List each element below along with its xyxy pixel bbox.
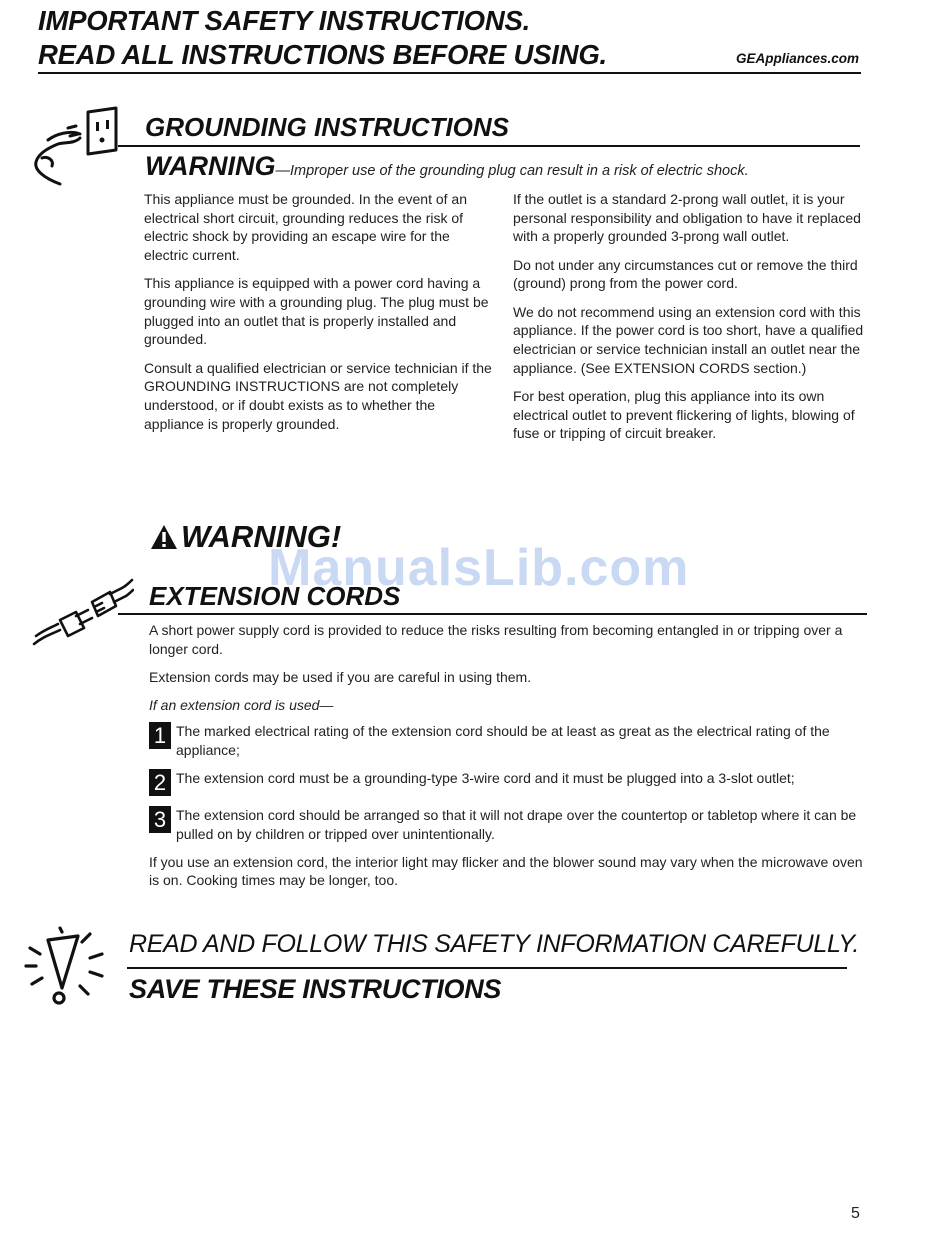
extension-cord-plug-icon [30, 576, 134, 648]
grounding-right-paragraph: For best operation, plug this appliance into its own electrical outlet to prevent flickering of lights, blowing of fuse or tripping of circuit breaker. [513, 387, 855, 442]
item-text: The extension cord must be a grounding-type 3-wire cord and it must be plugged into a 3-slot outlet; [176, 770, 795, 787]
item-text: The marked electrical rating of the extension cord should be at least as great as the electrical rating of the appliance; [176, 722, 830, 758]
item-number-badge: 2 [149, 769, 171, 796]
grounding-right-paragraph: We do not recommend using an extension cord with this appliance. If the power cord is too short, have a qualified electrician or service technician install an outlet near the appliance. (See EXTENSION CORDS section.) [513, 303, 864, 376]
exclamation-alert-icon [22, 926, 108, 1008]
page-header [38, 4, 607, 72]
extension-careful: Extension cords may be used if you are careful in using them. [149, 668, 532, 685]
save-instructions-heading: SAVE THESE INSTRUCTIONS [129, 974, 502, 1004]
grounding-left-column [144, 190, 492, 443]
list-item [149, 768, 865, 796]
grounding-left-paragraph: Consult a qualified electrician or service technician if the GROUNDING INSTRUCTIONS are not completely understood, or if doubt exists as to whether the appliance is properly grounded. [144, 359, 492, 432]
warning-text: —Improper use of the grounding plug can result in a risk of electric shock. [275, 163, 749, 179]
warning-heading-text: WARNING! [181, 519, 342, 554]
extension-lead-in: If an extension cord is used— [149, 697, 334, 714]
grounding-plug-outlet-icon [30, 104, 122, 190]
footer-divider [127, 967, 847, 969]
header-divider [38, 72, 861, 74]
grounding-left-paragraph: This appliance is equipped with a power cord having a grounding wire with a grounding plug. The plug must be plugged into an outlet that is properly installed and grounded. [144, 275, 489, 348]
page-number: 5 [851, 1205, 860, 1222]
grounding-left-paragraph: This appliance must be grounded. In the event of an electrical short circuit, grounding reduces the risk of electric shock by providing an escape wire for the electric current. [144, 191, 467, 264]
header-line-2: READ ALL INSTRUCTIONS BEFORE USING. [38, 39, 607, 70]
extension-intro: A short power supply cord is provided to reduce the risks resulting from becoming entangled in or tripping over a longer cord. [149, 622, 843, 657]
grounding-right-paragraph: If the outlet is a standard 2-prong wall outlet, it is your personal responsibility and obligation to have it replaced with a properly grounded 3-prong wall outlet. [513, 191, 861, 245]
list-item [149, 721, 865, 759]
watermark: ManualsLib.com [268, 539, 690, 597]
item-number-badge: 1 [149, 722, 171, 749]
extension-closing: If you use an extension cord, the interior light may flicker and the blower sound may vary when the microwave oven is on. Cooking times may be longer, too. [149, 853, 863, 889]
grounding-divider [118, 145, 860, 147]
item-number-badge: 3 [149, 806, 171, 833]
extension-divider [118, 613, 867, 615]
read-follow-heading: READ AND FOLLOW THIS SAFETY INFORMATION CAREFULLY. [129, 930, 860, 958]
list-item [149, 805, 865, 843]
warning-triangle-icon [150, 524, 178, 550]
grounding-right-column [513, 190, 865, 452]
warning-label: WARNING [145, 151, 276, 181]
extension-body [149, 621, 865, 900]
extension-title: EXTENSION CORDS [149, 581, 401, 611]
website-link[interactable]: GEAppliances.com [736, 51, 860, 66]
grounding-right-paragraph: Do not under any circumstances cut or remove the third (ground) prong from the power cord. [513, 256, 858, 292]
item-text: The extension cord should be arranged so that it will not drape over the countertop or tabletop where it can be pulled on by children or tripped over unintentionally. [176, 807, 857, 842]
grounding-title: GROUNDING INSTRUCTIONS [145, 112, 509, 142]
header-line-1: IMPORTANT SAFETY INSTRUCTIONS. [38, 5, 531, 36]
grounding-warning [145, 151, 749, 182]
